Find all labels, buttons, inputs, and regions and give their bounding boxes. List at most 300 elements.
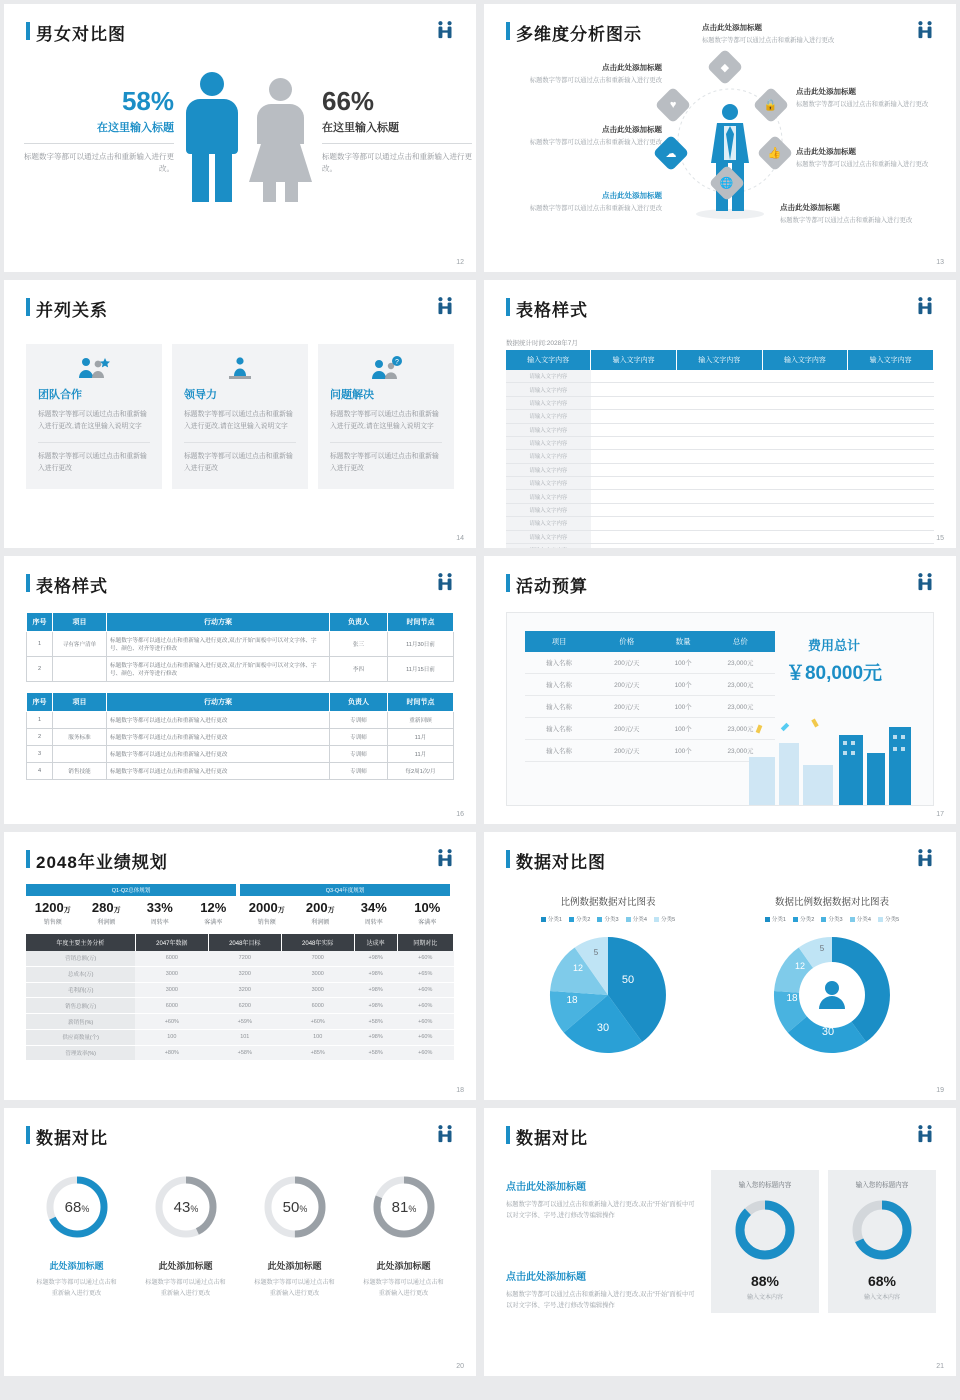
item-1-text: 标题数字等都可以通过点击和重新输入进行更改 bbox=[529, 77, 662, 84]
kpi-item bbox=[80, 900, 134, 926]
chart-title: 数据比例数据数据对比图表 bbox=[774, 897, 889, 908]
col-header: 项目 bbox=[53, 693, 107, 712]
table-cell: +80% bbox=[135, 1045, 208, 1061]
ring-text: 标题数字等都可以通过点击和重新输入进行更改 bbox=[145, 1279, 226, 1297]
card-leadership[interactable] bbox=[172, 344, 308, 489]
donut-chart[interactable] bbox=[720, 923, 944, 1063]
kpi-unit: 万 bbox=[113, 907, 121, 914]
table-cell: 1 bbox=[27, 632, 53, 657]
brand-logo-icon bbox=[912, 570, 938, 596]
table-cell: 寻有客户清单 bbox=[53, 632, 107, 657]
legend-item: 分类1 bbox=[765, 915, 786, 923]
card-teamwork[interactable] bbox=[26, 344, 162, 489]
table-cell: 3000 bbox=[135, 966, 208, 982]
table-cell bbox=[676, 490, 762, 503]
table-cell: 11月15日前 bbox=[388, 657, 454, 682]
data-table[interactable] bbox=[506, 350, 934, 548]
table-cell: 服务标准 bbox=[53, 729, 107, 746]
table-cell: 3000 bbox=[281, 966, 354, 982]
kpi-unit: 万 bbox=[277, 907, 285, 914]
svg-text:81%: 81% bbox=[391, 1199, 416, 1216]
col-header: 输入文字内容 bbox=[676, 350, 762, 370]
donut-chart-block bbox=[720, 890, 944, 1068]
kpi-label: 周转率 bbox=[364, 920, 383, 926]
brand-logo-icon bbox=[432, 18, 458, 44]
item-4 bbox=[702, 22, 862, 46]
svg-text:5: 5 bbox=[593, 948, 599, 957]
kpi-section bbox=[26, 884, 454, 1061]
table-cell: 3 bbox=[27, 746, 53, 763]
table-row[interactable] bbox=[27, 657, 454, 682]
table-cell: +60% bbox=[397, 1014, 453, 1030]
table-cell: +58% bbox=[354, 1014, 397, 1030]
slide-16 bbox=[4, 556, 476, 824]
table-cell: 销售总额(万) bbox=[26, 998, 135, 1014]
page-number: 14 bbox=[456, 535, 464, 542]
budget-panel bbox=[506, 612, 934, 806]
svg-text:30: 30 bbox=[821, 1026, 835, 1038]
page-title: 数据对比图 bbox=[506, 848, 606, 873]
col-header: 年度主要主务分析 bbox=[26, 934, 135, 951]
item-7-text: 标题数字等都可以通过点击和重新输入进行更改 bbox=[780, 217, 913, 224]
table-row[interactable] bbox=[525, 718, 775, 740]
table-header-row bbox=[26, 934, 454, 951]
table-cell: +98% bbox=[354, 998, 397, 1014]
table-row[interactable] bbox=[506, 477, 934, 490]
stat-panel-2[interactable] bbox=[828, 1170, 936, 1313]
item-4-text: 标题数字等都可以通过点击和重新输入进行更改 bbox=[702, 37, 835, 44]
cloud-icon: ☁ bbox=[653, 135, 690, 172]
table-row[interactable] bbox=[506, 463, 934, 476]
kpi-value: 280万 bbox=[91, 900, 121, 915]
table-cell: +65% bbox=[397, 966, 453, 982]
ring-heading: 此处添加标题 bbox=[376, 1261, 431, 1271]
male-heading: 在这里输入标题 bbox=[97, 122, 174, 134]
item-2 bbox=[510, 124, 662, 148]
page-number: 13 bbox=[936, 259, 944, 266]
pie-chart[interactable] bbox=[496, 923, 720, 1063]
table-cell bbox=[848, 530, 934, 543]
plan-table-1[interactable] bbox=[26, 612, 454, 682]
table-row[interactable] bbox=[506, 396, 934, 409]
table-cell bbox=[591, 423, 677, 436]
table-cell: 请输入文字内容 bbox=[506, 370, 591, 383]
table-cell: 1 bbox=[27, 712, 53, 729]
table-cell: 6200 bbox=[208, 998, 281, 1014]
table-cell bbox=[591, 477, 677, 490]
table-cell bbox=[591, 503, 677, 516]
brand-logo-icon bbox=[912, 294, 938, 320]
page-title: 活动预算 bbox=[506, 572, 588, 597]
table-cell: 标题数字等都可以通过点击和重新输入进行更改 bbox=[107, 763, 330, 780]
brand-logo-icon bbox=[432, 570, 458, 596]
kpi-label: 利润额 bbox=[311, 920, 330, 926]
slide-14 bbox=[4, 280, 476, 548]
table-cell: 3200 bbox=[208, 982, 281, 998]
pie-chart-block bbox=[496, 890, 720, 1068]
chart-legend bbox=[720, 915, 944, 923]
brand-logo-icon bbox=[912, 846, 938, 872]
table-row[interactable] bbox=[506, 543, 934, 548]
block-text: 标题数字等都可以通过点击和重新输入进行更改,双击“开始”面板中可以对文字体、字号,进行修改等编辑操作 bbox=[506, 1201, 695, 1220]
table-cell: +98% bbox=[354, 966, 397, 982]
panel-footer: 输入文本内容 bbox=[746, 1295, 783, 1301]
table-cell bbox=[762, 517, 848, 530]
table-cell: 专训师 bbox=[330, 763, 388, 780]
legend-item: 分类2 bbox=[793, 915, 814, 923]
progress-ring-icon bbox=[258, 1170, 332, 1244]
table-cell bbox=[591, 543, 677, 548]
table-cell: 3000 bbox=[281, 982, 354, 998]
kpi-label: 周转率 bbox=[150, 920, 169, 926]
table-cell bbox=[848, 370, 934, 383]
item-7 bbox=[780, 202, 930, 226]
table-cell: 输入名称 bbox=[525, 718, 593, 740]
table-cell bbox=[591, 370, 677, 383]
table-cell bbox=[591, 490, 677, 503]
card-text-1: 标题数字等都可以通过点击和重新输入进行更改,请在这里输入说明文字 bbox=[184, 411, 293, 430]
kpi-value: 12% bbox=[200, 900, 227, 915]
legend-swatch bbox=[765, 917, 770, 922]
panel-footer: 输入文本内容 bbox=[863, 1295, 900, 1301]
kpi-label: 客满率 bbox=[204, 920, 223, 926]
col-header: 达成率 bbox=[354, 934, 397, 951]
table-row[interactable] bbox=[525, 696, 775, 718]
svg-text:43%: 43% bbox=[173, 1199, 198, 1216]
table-cell: 请输入文字内容 bbox=[506, 410, 591, 423]
budget-table[interactable] bbox=[525, 631, 775, 762]
kpi-tag-2: Q3-Q4年度规划 bbox=[240, 884, 450, 896]
table-row[interactable] bbox=[506, 530, 934, 543]
page-number: 15 bbox=[936, 535, 944, 542]
table-cell: 3200 bbox=[208, 966, 281, 982]
kpi-label: 客满率 bbox=[418, 920, 437, 926]
panel-value: 88% bbox=[750, 1273, 780, 1289]
table-row[interactable] bbox=[506, 450, 934, 463]
page-title: 并列关系 bbox=[26, 296, 108, 321]
slide-12 bbox=[4, 4, 476, 272]
item-5 bbox=[796, 86, 946, 110]
table-row[interactable] bbox=[506, 383, 934, 396]
svg-text:5: 5 bbox=[819, 944, 825, 953]
item-6-label: 点击此处添加标题 bbox=[796, 147, 856, 156]
male-figure-icon bbox=[182, 72, 242, 202]
table-cell bbox=[848, 423, 934, 436]
table-cell: 标题数字等都可以通过点击和重新输入进行更改,双击“开始”面板中可以对文字体、字号、颜色、对齐等进行修改 bbox=[107, 632, 330, 657]
table-cell bbox=[762, 383, 848, 396]
brand-logo-icon bbox=[432, 1122, 458, 1148]
table-row[interactable] bbox=[525, 674, 775, 696]
svg-text:?: ? bbox=[395, 359, 399, 366]
ring-heading: 此处添加标题 bbox=[49, 1261, 104, 1271]
table-cell bbox=[676, 477, 762, 490]
page-number: 21 bbox=[936, 1363, 944, 1370]
table-cell: 100个 bbox=[660, 674, 705, 696]
table-cell: 11月 bbox=[388, 729, 454, 746]
col-header: 负责人 bbox=[330, 693, 388, 712]
item-1 bbox=[510, 62, 662, 86]
male-percent: 58% bbox=[121, 86, 174, 116]
table-cell bbox=[762, 450, 848, 463]
brand-logo-icon bbox=[912, 18, 938, 44]
lock-icon: 🔒 bbox=[753, 87, 790, 124]
table-header-row bbox=[506, 350, 934, 370]
table-row[interactable] bbox=[506, 410, 934, 423]
female-heading: 在这里输入标题 bbox=[322, 122, 399, 134]
legend-item: 分类5 bbox=[654, 915, 675, 923]
table-row[interactable] bbox=[26, 966, 454, 982]
kpi-item bbox=[26, 900, 80, 926]
table-cell: +60% bbox=[397, 951, 453, 966]
item-5-label: 点击此处添加标题 bbox=[796, 87, 856, 96]
slide-15 bbox=[484, 280, 956, 548]
brand-logo-icon bbox=[912, 1122, 938, 1148]
leader-icon bbox=[225, 356, 255, 380]
slide-20 bbox=[4, 1108, 476, 1376]
svg-text:18: 18 bbox=[786, 993, 798, 1004]
male-text: 标题数字等都可以通过点击和重新输入进行更改。 bbox=[24, 152, 174, 173]
table-cell: +98% bbox=[354, 951, 397, 966]
table-cell: 标题数字等都可以通过点击和重新输入进行更改 bbox=[107, 746, 330, 763]
table-cell: +60% bbox=[397, 1045, 453, 1061]
slide-21 bbox=[484, 1108, 956, 1376]
table-cell: 2 bbox=[27, 657, 53, 682]
table-cell: 输入名称 bbox=[525, 696, 593, 718]
progress-ring-88 bbox=[732, 1197, 798, 1263]
table-cell bbox=[762, 543, 848, 548]
kpi-unit: 万 bbox=[63, 907, 71, 914]
kpi-value: 2000万 bbox=[248, 900, 285, 915]
table-row[interactable] bbox=[27, 729, 454, 746]
plan-table-2[interactable] bbox=[26, 692, 454, 780]
table-cell bbox=[676, 396, 762, 409]
text-block-1 bbox=[506, 1178, 696, 1222]
progress-ring-item[interactable] bbox=[131, 1170, 240, 1299]
table-cell: 专训师 bbox=[330, 712, 388, 729]
table-row[interactable] bbox=[26, 951, 454, 966]
table-row[interactable] bbox=[506, 370, 934, 383]
table-row[interactable] bbox=[525, 740, 775, 762]
page-number: 17 bbox=[936, 811, 944, 818]
table-cell: 100 bbox=[135, 1029, 208, 1045]
female-percent: 66% bbox=[322, 86, 375, 116]
legend-swatch bbox=[850, 917, 855, 922]
table-cell: 请输入文字内容 bbox=[506, 436, 591, 449]
kpi-row bbox=[26, 900, 454, 926]
page-title: 表格样式 bbox=[26, 572, 108, 597]
progress-ring-item[interactable] bbox=[240, 1170, 349, 1299]
table-cell: 标题数字等都可以通过点击和重新输入进行更改 bbox=[107, 712, 330, 729]
table-cell: 100个 bbox=[660, 696, 705, 718]
kpi-label: 销售额 bbox=[257, 920, 276, 926]
table-row[interactable] bbox=[506, 423, 934, 436]
table-cell bbox=[676, 450, 762, 463]
col-header: 项目 bbox=[525, 631, 593, 652]
panel-value: 68% bbox=[867, 1273, 897, 1289]
page-title: 表格样式 bbox=[506, 296, 588, 321]
legend-item: 分类3 bbox=[821, 915, 842, 923]
table-row[interactable] bbox=[506, 490, 934, 503]
table-row[interactable] bbox=[27, 746, 454, 763]
thumb-up-icon: 👍 bbox=[757, 135, 794, 172]
table-cell: +85% bbox=[281, 1045, 354, 1061]
table-header-row bbox=[27, 693, 454, 712]
block-heading: 点击此处添加标题 bbox=[506, 1272, 586, 1283]
table-cell: 专训师 bbox=[330, 746, 388, 763]
male-stats bbox=[24, 86, 174, 175]
kpi-value: 33% bbox=[146, 900, 173, 915]
table-row[interactable] bbox=[506, 517, 934, 530]
brand-logo-icon bbox=[432, 846, 458, 872]
col-header: 项目 bbox=[53, 613, 107, 632]
table-cell bbox=[676, 530, 762, 543]
center-diagram bbox=[665, 61, 790, 226]
table-cell: 3000 bbox=[135, 982, 208, 998]
ring-text: 标题数字等都可以通过点击和重新输入进行更改 bbox=[363, 1279, 444, 1297]
table-row[interactable] bbox=[26, 1014, 454, 1030]
progress-ring-item[interactable] bbox=[22, 1170, 131, 1299]
kpi-value: 10% bbox=[414, 900, 441, 915]
table-cell bbox=[762, 436, 848, 449]
performance-table[interactable] bbox=[26, 934, 454, 1061]
chart-legend bbox=[496, 915, 720, 923]
page-number: 16 bbox=[456, 811, 464, 818]
table-row[interactable] bbox=[27, 632, 454, 657]
col-header: 输入文字内容 bbox=[591, 350, 677, 370]
heart-icon: ♥ bbox=[655, 87, 692, 124]
kpi-item bbox=[133, 900, 187, 926]
table-cell: +60% bbox=[397, 982, 453, 998]
table-cell: 23,000元 bbox=[706, 674, 775, 696]
table-cell: 请输入文字内容 bbox=[506, 490, 591, 503]
table-cell bbox=[676, 463, 762, 476]
plan-tables bbox=[26, 612, 454, 790]
slide-17 bbox=[484, 556, 956, 824]
kpi-item bbox=[187, 900, 241, 926]
table-cell bbox=[762, 370, 848, 383]
table-cell: 100 bbox=[281, 1029, 354, 1045]
table-cell: +60% bbox=[281, 1014, 354, 1030]
table-cell: 100个 bbox=[660, 718, 705, 740]
table-cell bbox=[591, 450, 677, 463]
female-text: 标题数字等都可以通过点击和重新输入进行更改。 bbox=[322, 152, 472, 173]
table-cell: 重新回顾 bbox=[388, 712, 454, 729]
table-cell bbox=[676, 543, 762, 548]
table-row[interactable] bbox=[26, 982, 454, 998]
panel-heading: 输入您的标题内容 bbox=[738, 1182, 792, 1189]
kpi-label: 利润额 bbox=[97, 920, 116, 926]
table-cell bbox=[848, 396, 934, 409]
question-icon bbox=[369, 356, 403, 380]
table-cell: 请输入文字内容 bbox=[506, 450, 591, 463]
divider bbox=[330, 442, 442, 443]
legend-item: 分类4 bbox=[850, 915, 871, 923]
col-header: 序号 bbox=[27, 613, 53, 632]
col-header: 2047年数据 bbox=[135, 934, 208, 951]
table-cell: 200元/天 bbox=[593, 652, 660, 674]
legend-item: 分类4 bbox=[626, 915, 647, 923]
col-header: 2048年目标 bbox=[208, 934, 281, 951]
table-cell bbox=[848, 503, 934, 516]
table-cell bbox=[591, 383, 677, 396]
table-header-row bbox=[525, 631, 775, 652]
legend-swatch bbox=[793, 917, 798, 922]
table-cell bbox=[848, 450, 934, 463]
table-cell bbox=[762, 396, 848, 409]
legend-swatch bbox=[654, 917, 659, 922]
table-row[interactable] bbox=[26, 1029, 454, 1045]
page-title: 男女对比图 bbox=[26, 20, 126, 45]
col-header: 负责人 bbox=[330, 613, 388, 632]
table-cell bbox=[676, 503, 762, 516]
page-number: 18 bbox=[456, 1087, 464, 1094]
table-row[interactable] bbox=[26, 998, 454, 1014]
chart-title: 比例数据数据对比图表 bbox=[560, 897, 656, 908]
progress-ring-icon bbox=[367, 1170, 441, 1244]
card-heading: 团队合作 bbox=[38, 389, 82, 401]
team-icon bbox=[77, 356, 111, 380]
legend-swatch bbox=[597, 917, 602, 922]
card-text-1: 标题数字等都可以通过点击和重新输入进行更改,请在这里输入说明文字 bbox=[38, 411, 147, 430]
table-cell bbox=[53, 712, 107, 729]
table-cell: +98% bbox=[354, 982, 397, 998]
table-cell: +60% bbox=[135, 1014, 208, 1030]
total-value: ￥80,000元 bbox=[785, 663, 883, 684]
progress-ring-item[interactable] bbox=[349, 1170, 458, 1299]
table-cell bbox=[762, 490, 848, 503]
table-cell: 请输入文字内容 bbox=[506, 463, 591, 476]
col-header: 输入文字内容 bbox=[848, 350, 934, 370]
table-cell: +60% bbox=[397, 1029, 453, 1045]
data-table-wrapper bbox=[506, 338, 934, 548]
block-heading: 点击此处添加标题 bbox=[506, 1182, 586, 1193]
card-text-1: 标题数字等都可以通过点击和重新输入进行更改,请在这里输入说明文字 bbox=[330, 411, 439, 430]
table-row[interactable] bbox=[27, 763, 454, 780]
table-cell: 输入名称 bbox=[525, 652, 593, 674]
table-cell: +98% bbox=[354, 1029, 397, 1045]
table-row[interactable] bbox=[525, 652, 775, 674]
table-cell: 请输入文字内容 bbox=[506, 503, 591, 516]
table-row[interactable] bbox=[26, 1045, 454, 1061]
table-cell bbox=[676, 517, 762, 530]
table-cell bbox=[848, 490, 934, 503]
table-cell bbox=[591, 436, 677, 449]
table-row[interactable] bbox=[27, 712, 454, 729]
divider bbox=[184, 442, 296, 443]
col-header: 总价 bbox=[706, 631, 775, 652]
table-cell bbox=[676, 423, 762, 436]
col-header: 时间节点 bbox=[388, 693, 454, 712]
item-3-text: 标题数字等都可以通过点击和重新输入进行更改 bbox=[529, 205, 662, 212]
brand-logo-icon bbox=[432, 294, 458, 320]
table-cell bbox=[848, 436, 934, 449]
table-cell: 6000 bbox=[281, 998, 354, 1014]
ring-text: 标题数字等都可以通过点击和重新输入进行更改 bbox=[36, 1279, 117, 1297]
globe-icon: 🌐 bbox=[709, 165, 746, 202]
stat-panel-1[interactable] bbox=[711, 1170, 819, 1313]
item-5-text: 标题数字等都可以通过点击和重新输入进行更改 bbox=[796, 101, 929, 108]
slide-19 bbox=[484, 832, 956, 1100]
table-cell bbox=[676, 436, 762, 449]
table-cell: +58% bbox=[354, 1045, 397, 1061]
female-stats bbox=[322, 86, 472, 175]
table-cell bbox=[848, 517, 934, 530]
card-problem-solving[interactable] bbox=[318, 344, 454, 489]
table-row[interactable] bbox=[506, 503, 934, 516]
table-row[interactable] bbox=[506, 436, 934, 449]
table-cell: 供应商数量(个) bbox=[26, 1029, 135, 1045]
table-cell: 101 bbox=[208, 1029, 281, 1045]
